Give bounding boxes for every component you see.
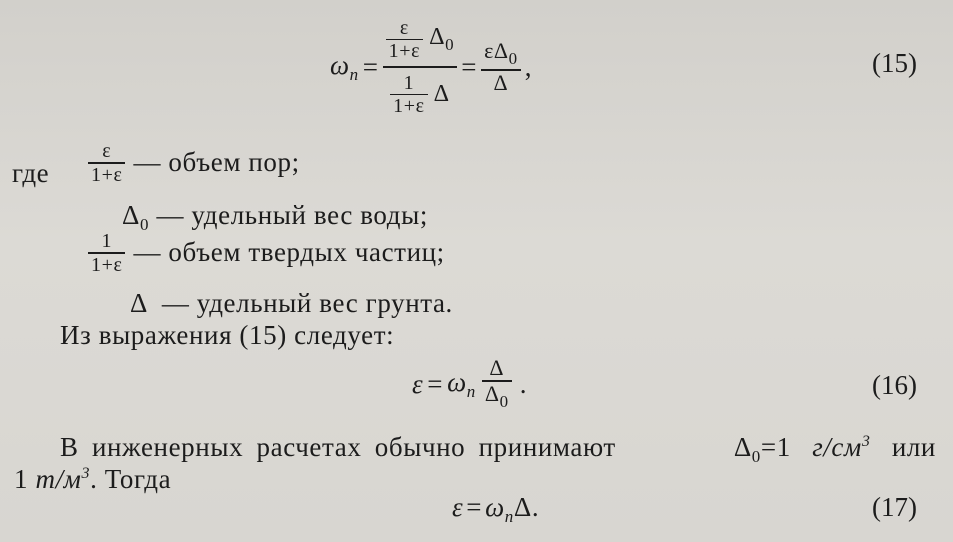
where-label: где [12,158,50,188]
def3-fraction: $\frac{1}{1+\varepsilon}$ [88,230,125,276]
def4-text: — удельный вес грунта. [161,288,453,318]
eq15-rhs-fraction: $\frac{\varepsilon\Delta_0}{\Delta}$ [481,39,521,94]
eq15-num-fraction: $\frac{\varepsilon}{1+\varepsilon}$ [386,17,423,63]
def3-text: — объем твердых частиц; [133,237,445,268]
equation-15 [330,2,532,132]
equation-16: ε = $\omega_n$ $\frac{\Delta}{\Delta_0}$ . [412,355,528,412]
eq15-main-fraction: $\frac{\varepsilon}{1+\varepsilon}$ $\Delta_0$ $\frac{1}{1+\varepsilon}$ Δ [383,17,458,118]
paragraph-engineering-line-2: 1 $т/м^3$. Тогда [14,464,172,494]
eq15-equals: = [362,51,379,82]
eq15-den-fraction: $\frac{1}{1+\varepsilon}$ [390,72,427,118]
def1-text: — объем пор; [133,147,300,178]
definition-soil-weight: Δ — удельный вес грунта. [130,288,453,318]
eq16-number: (16) [872,370,917,400]
eq16-fraction: $\frac{\Delta}{\Delta_0}$ [482,356,512,411]
equation-17: $\varepsilon = \omega_n\Delta$. [452,492,540,526]
paragraph-from-expression: Из выражения (15) следует: [60,320,395,350]
eq15-number: (15) [872,48,917,78]
eq15-comma: , [524,51,533,82]
eq15-equals-2: = [461,51,478,82]
definition-water-weight: $\Delta_0$ — удельный вес воды; [122,200,428,234]
definition-pore-volume [88,140,300,186]
def1-fraction: $\frac{\varepsilon}{1+\varepsilon}$ [88,140,125,186]
paragraph-engineering-line-1: В инженерных расчетах обычно принимают $\Delta_0=1$ $г/см^3$ или [60,432,936,466]
def2-text: — удельный вес воды; [156,200,428,230]
definition-solid-volume [88,230,445,276]
eq15-lhs: $\omega_n$ [330,49,359,84]
eq17-number: (17) [872,492,917,522]
